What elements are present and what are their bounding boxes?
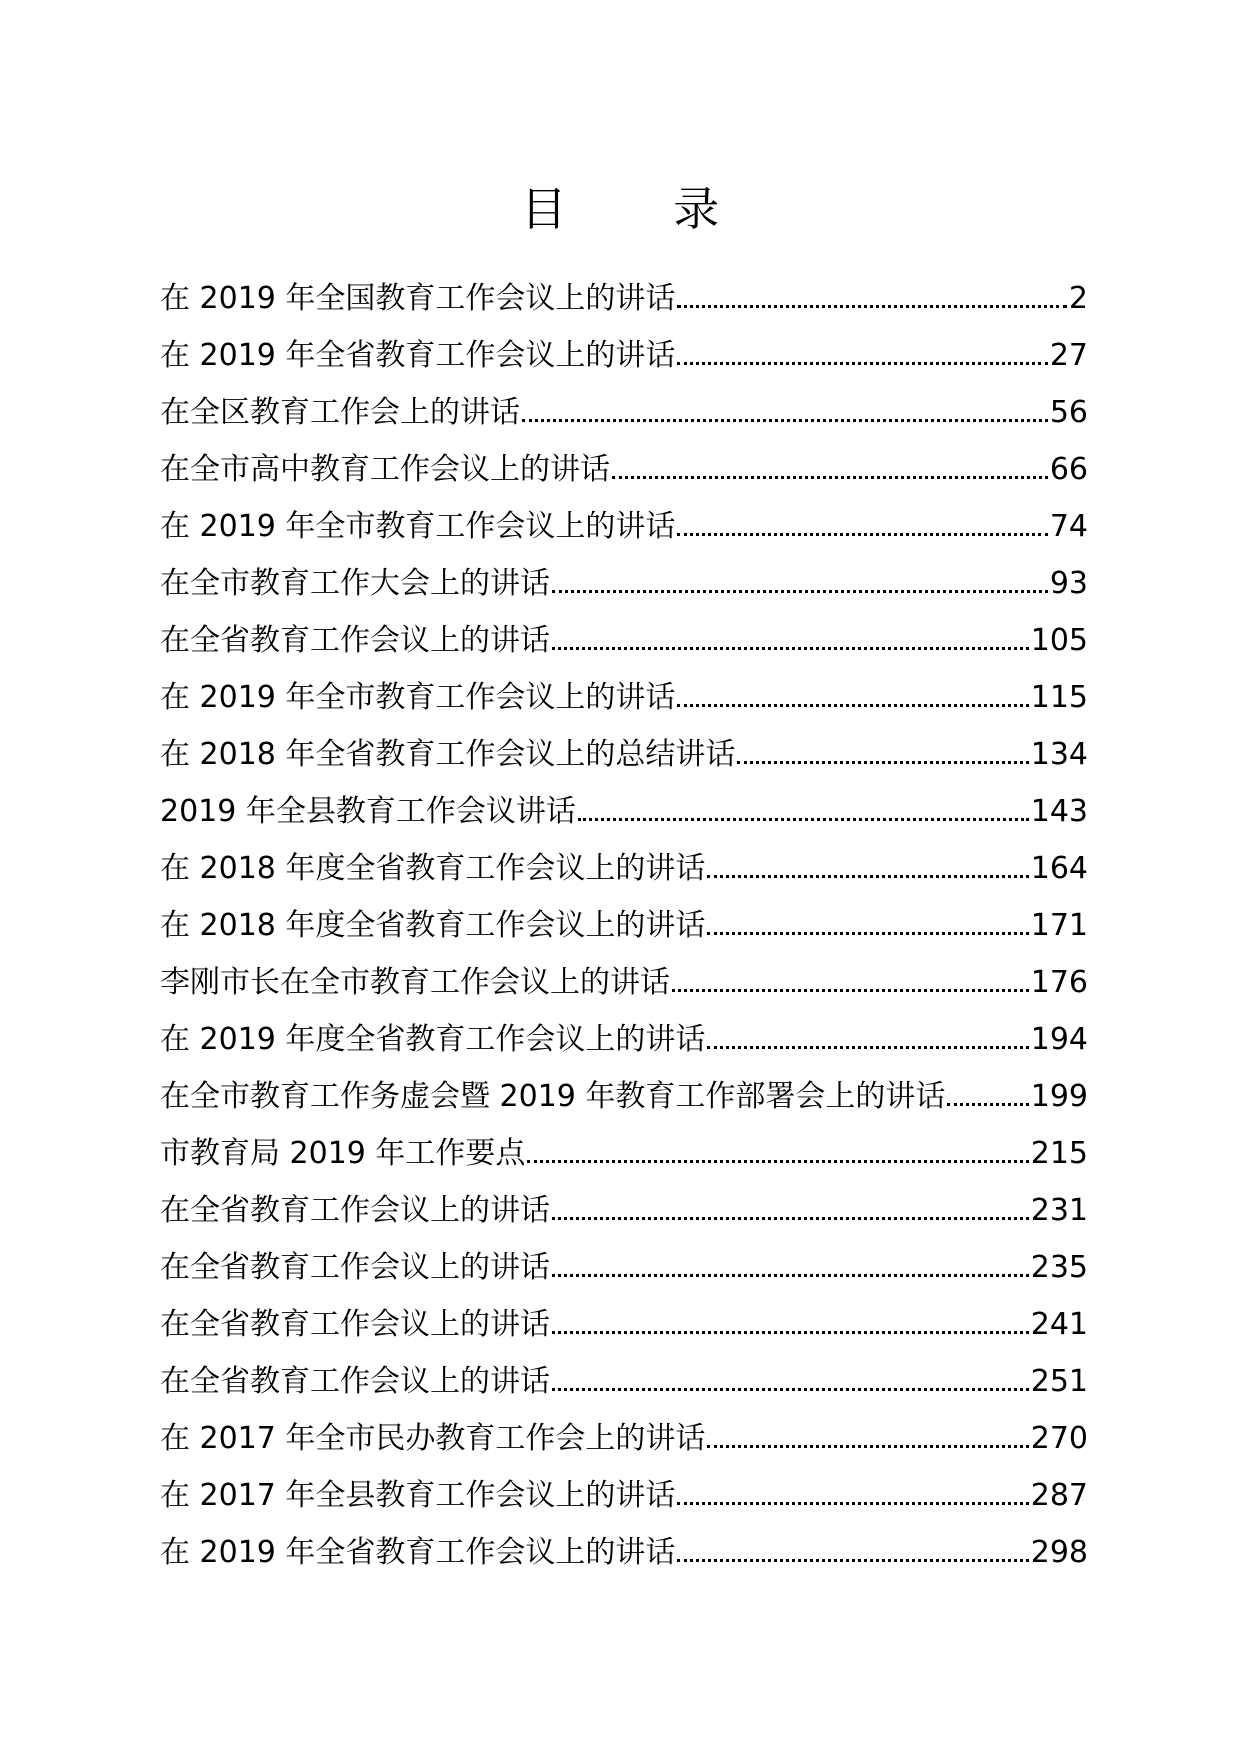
toc-entry[interactable] xyxy=(160,504,1088,561)
toc-dot-leader xyxy=(552,1274,1029,1277)
toc-entry-page-number: 231 xyxy=(1030,1193,1088,1228)
toc-entry[interactable] xyxy=(160,1017,1088,1074)
toc-dot-leader xyxy=(677,305,1066,308)
toc-dot-leader xyxy=(677,1502,1028,1505)
toc-dot-leader xyxy=(578,818,1029,821)
toc-entry[interactable] xyxy=(160,903,1088,960)
toc-entry[interactable] xyxy=(160,960,1088,1017)
toc-entry[interactable] xyxy=(160,846,1088,903)
toc-entry-title: 在 2018 年度全省教育工作会议上的讲话 xyxy=(160,851,706,886)
toc-entry-page-number: 199 xyxy=(1030,1079,1088,1114)
toc-entry-title: 在全市教育工作务虚会暨 2019 年教育工作部署会上的讲话 xyxy=(160,1079,946,1114)
toc-entry-page-number: 143 xyxy=(1030,794,1088,829)
toc-entry-title: 在 2019 年全市教育工作会议上的讲话 xyxy=(160,680,676,715)
toc-entry-page-number: 298 xyxy=(1030,1535,1088,1570)
toc-entry[interactable] xyxy=(160,1188,1088,1245)
toc-entry-page-number: 164 xyxy=(1030,851,1088,886)
toc-dot-leader xyxy=(552,1217,1029,1220)
toc-entry-page-number: 241 xyxy=(1030,1307,1088,1342)
toc-entry[interactable] xyxy=(160,333,1088,390)
toc-dot-leader xyxy=(552,1331,1029,1334)
toc-dot-leader xyxy=(672,989,1029,992)
toc-dot-leader xyxy=(527,1160,1028,1163)
toc-dot-leader xyxy=(677,362,1047,365)
toc-entry[interactable] xyxy=(160,1530,1088,1587)
toc-entry-page-number: 134 xyxy=(1030,737,1088,772)
toc-entry-page-number: 74 xyxy=(1049,509,1088,544)
toc-entry-page-number: 176 xyxy=(1030,965,1088,1000)
toc-entry[interactable] xyxy=(160,1359,1088,1416)
toc-entry-title: 在 2019 年全省教育工作会议上的讲话 xyxy=(160,338,676,373)
toc-entry-title: 在 2019 年全市教育工作会议上的讲话 xyxy=(160,509,676,544)
table-of-contents xyxy=(160,276,1088,1587)
toc-entry-page-number: 27 xyxy=(1049,338,1088,373)
toc-entry-page-number: 251 xyxy=(1030,1364,1088,1399)
toc-entry-title: 在 2019 年全国教育工作会议上的讲话 xyxy=(160,281,676,316)
toc-entry-page-number: 2 xyxy=(1068,281,1088,316)
toc-entry-title: 在全省教育工作会议上的讲话 xyxy=(160,1193,550,1228)
toc-entry[interactable] xyxy=(160,675,1088,732)
toc-entry-title: 在 2017 年全市民办教育工作会上的讲话 xyxy=(160,1421,706,1456)
toc-entry[interactable] xyxy=(160,390,1088,447)
toc-entry-page-number: 56 xyxy=(1049,395,1088,430)
toc-dot-leader xyxy=(612,476,1048,479)
toc-dot-leader xyxy=(552,590,1048,593)
toc-entry-page-number: 194 xyxy=(1030,1022,1088,1057)
toc-entry-title: 在 2017 年全县教育工作会议上的讲话 xyxy=(160,1478,676,1513)
toc-dot-leader xyxy=(707,1445,1028,1448)
toc-dot-leader xyxy=(552,647,1029,650)
toc-entry-title: 在 2019 年全省教育工作会议上的讲话 xyxy=(160,1535,676,1570)
toc-entry-title: 在全市高中教育工作会议上的讲话 xyxy=(160,452,610,487)
toc-dot-leader xyxy=(947,1103,1028,1106)
toc-entry-title: 在全省教育工作会议上的讲话 xyxy=(160,623,550,658)
toc-entry-page-number: 270 xyxy=(1030,1421,1088,1456)
toc-dot-leader xyxy=(707,1046,1028,1049)
toc-dot-leader xyxy=(552,1388,1029,1391)
toc-entry-title: 在全省教育工作会议上的讲话 xyxy=(160,1307,550,1342)
toc-entry[interactable] xyxy=(160,618,1088,675)
toc-entry-title: 在全省教育工作会议上的讲话 xyxy=(160,1364,550,1399)
toc-entry[interactable] xyxy=(160,789,1088,846)
toc-entry-title: 在全省教育工作会议上的讲话 xyxy=(160,1250,550,1285)
toc-entry-title: 在全市教育工作大会上的讲话 xyxy=(160,566,550,601)
toc-entry[interactable] xyxy=(160,447,1088,504)
toc-entry-page-number: 287 xyxy=(1030,1478,1088,1513)
toc-entry-title: 在 2018 年度全省教育工作会议上的讲话 xyxy=(160,908,706,943)
toc-entry[interactable] xyxy=(160,732,1088,789)
toc-entry-title: 在 2019 年度全省教育工作会议上的讲话 xyxy=(160,1022,706,1057)
toc-entry-page-number: 235 xyxy=(1030,1250,1088,1285)
toc-dot-leader xyxy=(707,875,1028,878)
toc-entry-page-number: 115 xyxy=(1030,680,1088,715)
toc-dot-leader xyxy=(707,932,1028,935)
toc-dot-leader xyxy=(677,704,1028,707)
toc-entry[interactable] xyxy=(160,1473,1088,1530)
toc-entry-page-number: 93 xyxy=(1049,566,1088,601)
toc-entry[interactable] xyxy=(160,1416,1088,1473)
toc-dot-leader xyxy=(677,533,1047,536)
toc-entry[interactable] xyxy=(160,276,1088,333)
toc-entry[interactable] xyxy=(160,1245,1088,1302)
toc-entry-title: 市教育局 2019 年工作要点 xyxy=(160,1136,526,1171)
toc-entry-page-number: 171 xyxy=(1030,908,1088,943)
toc-dot-leader xyxy=(677,1559,1028,1562)
toc-entry-page-number: 215 xyxy=(1030,1136,1088,1171)
toc-entry[interactable] xyxy=(160,1074,1088,1131)
toc-dot-leader xyxy=(737,761,1028,764)
toc-entry-title: 在 2018 年全省教育工作会议上的总结讲话 xyxy=(160,737,736,772)
toc-entry-page-number: 66 xyxy=(1049,452,1088,487)
toc-entry-page-number: 105 xyxy=(1030,623,1088,658)
toc-dot-leader xyxy=(522,419,1048,422)
toc-entry[interactable] xyxy=(160,561,1088,618)
toc-entry-title: 2019 年全县教育工作会议讲话 xyxy=(160,794,576,829)
toc-entry[interactable] xyxy=(160,1131,1088,1188)
toc-entry[interactable] xyxy=(160,1302,1088,1359)
page-title: 目 录 xyxy=(520,181,766,236)
toc-entry-title: 在全区教育工作会上的讲话 xyxy=(160,395,520,430)
toc-entry-title: 李刚市长在全市教育工作会议上的讲话 xyxy=(160,965,670,1000)
